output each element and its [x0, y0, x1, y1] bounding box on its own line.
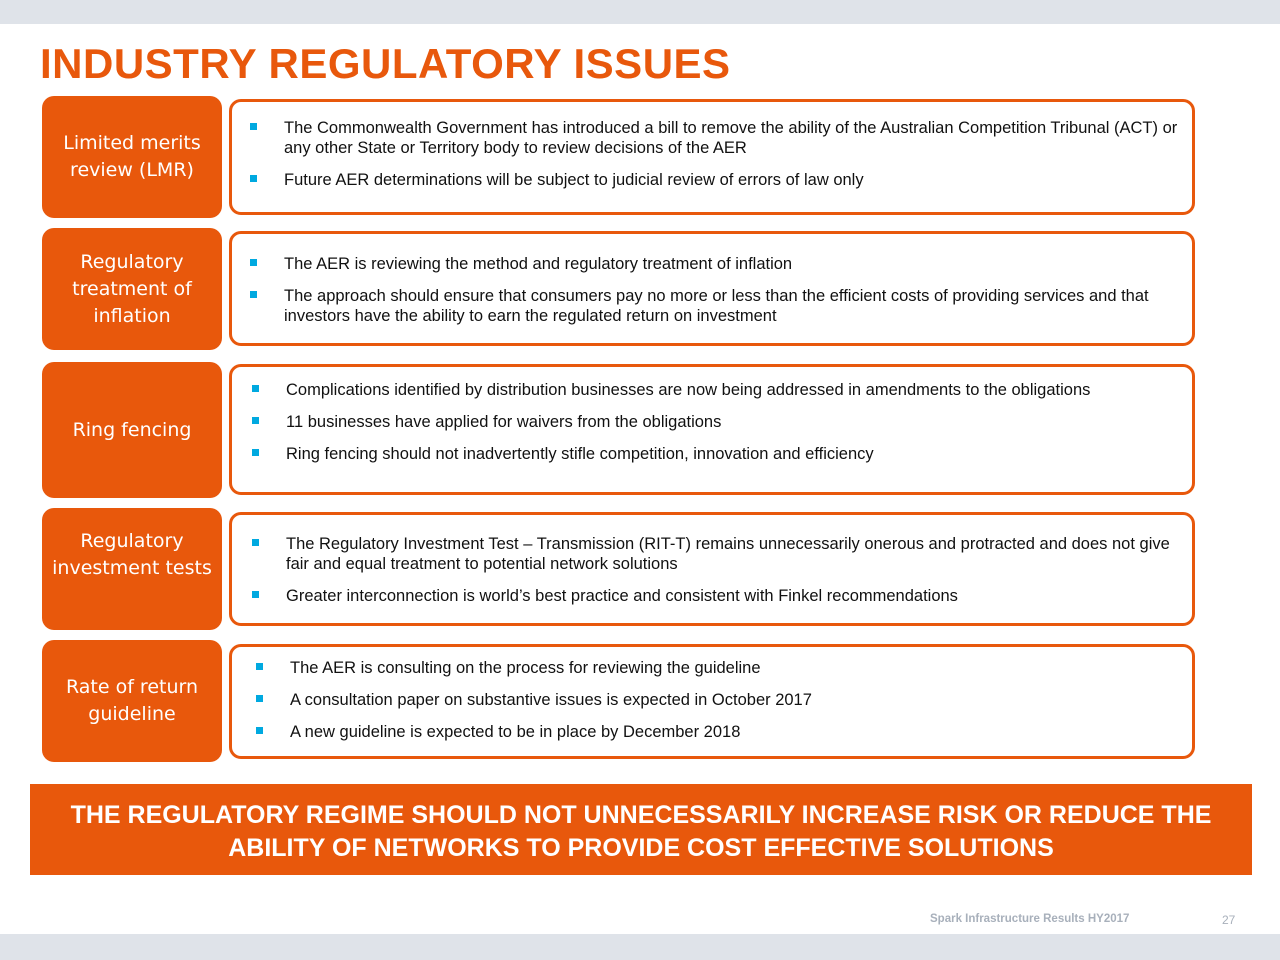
bullet-list-rate-of-return — [256, 658, 1191, 754]
bullet-item: The Commonwealth Government has introduced a bill to remove the ability of the Australian Competition Tribunal (ACT) or any other State or Territory body to review decisions of the AER — [250, 118, 1185, 158]
bullet-list-ring-fencing — [252, 380, 1187, 476]
bullet-item: Greater interconnection is world’s best practice and consistent with Finkel recommendations — [252, 586, 1187, 606]
bullet-list-lmr — [250, 118, 1185, 202]
section-label-lmr — [42, 96, 222, 218]
section-label-ring-fencing — [42, 362, 222, 498]
page-title: INDUSTRY REGULATORY ISSUES — [40, 40, 731, 87]
bullet-item: A new guideline is expected to be in place by December 2018 — [256, 722, 1191, 742]
bullet-list-investment-tests — [252, 534, 1187, 618]
bullet-square-icon — [256, 695, 263, 702]
bullet-square-icon — [250, 291, 257, 298]
bullet-item: Future AER determinations will be subject to judicial review of errors of law only — [250, 170, 1185, 190]
section-label-inflation — [42, 228, 222, 350]
bullet-square-icon — [250, 175, 257, 182]
footer-text: Spark Infrastructure Results HY2017 — [930, 913, 1130, 925]
bullet-square-icon — [250, 123, 257, 130]
section-label-text: Regulatory investment tests — [52, 530, 212, 579]
bullet-item: The AER is reviewing the method and regulatory treatment of inflation — [250, 254, 1185, 274]
bullet-square-icon — [252, 449, 259, 456]
bullet-item: Complications identified by distribution businesses are now being addressed in amendments to the obligations — [252, 380, 1187, 400]
bullet-square-icon — [256, 727, 263, 734]
section-label-text: Regulatory treatment of inflation — [72, 250, 192, 327]
bullet-item: The approach should ensure that consumers pay no more or less than the efficient costs of providing services and that investors have the ability to earn the regulated return on investment — [250, 286, 1185, 326]
section-label-text: Limited merits review (LMR) — [63, 132, 201, 181]
bullet-square-icon — [250, 259, 257, 266]
bullet-item: The AER is consulting on the process for reviewing the guideline — [256, 658, 1191, 678]
bullet-square-icon — [252, 417, 259, 424]
bullet-item: Ring fencing should not inadvertently stifle competition, innovation and efficiency — [252, 444, 1187, 464]
bullet-item: 11 businesses have applied for waivers from the obligations — [252, 412, 1187, 432]
bullet-list-inflation — [250, 254, 1185, 338]
bottom-band — [0, 934, 1280, 960]
section-label-text: Rate of return guideline — [65, 676, 199, 725]
banner-text: THE REGULATORY REGIME SHOULD NOT UNNECESSARILY INCREASE RISK OR REDUCE THE ABILITY OF NETWORKS TO PROVIDE COST EFFECTIVE SOLUTIONS — [70, 800, 1212, 862]
bullet-square-icon — [252, 539, 259, 546]
bullet-square-icon — [256, 663, 263, 670]
key-message-banner — [30, 784, 1252, 875]
bullet-item: A consultation paper on substantive issues is expected in October 2017 — [256, 690, 1191, 710]
section-label-text: Ring fencing — [72, 418, 192, 441]
bullet-square-icon — [252, 591, 259, 598]
bullet-item: The Regulatory Investment Test – Transmission (RIT-T) remains unnecessarily onerous and protracted and does not give fair and equal treatment to potential network solutions — [252, 534, 1187, 574]
section-label-rate-of-return — [42, 640, 222, 762]
page-number: 27 — [1222, 913, 1236, 927]
section-label-investment-tests — [42, 508, 222, 630]
bullet-square-icon — [252, 385, 259, 392]
top-band — [0, 0, 1280, 24]
